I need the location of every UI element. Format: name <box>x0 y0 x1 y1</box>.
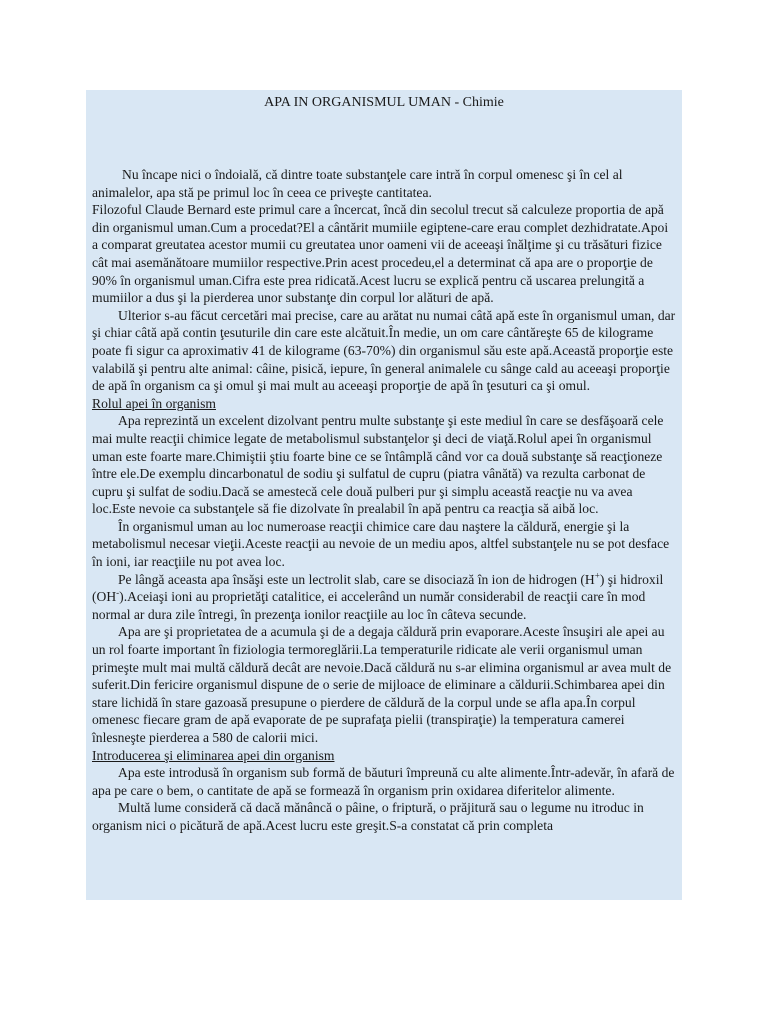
heat-paragraph: Apa are şi proprietatea de a acumula şi de a degaja căldură prin evaporare.Aceste însuşiri ale apei au un rol foarte important în fiziologia termoreglării.La temperaturile ridicate ale verii organismul uman primeşte mult mai multă căldură decât are nevoie.Dacă căldură nu s-ar elimina organismul ar avea mult de suferit.Din fericire organismul dispune de o serie de mijloace de eliminare a căldurii.Schimbarea apei din stare lichidă în stare gazoasă presupune o pierdere de căldură de la corpul unde se afla apa.În corpul omenesc fiecare gram de apă evaporate de pe suprafaţa pielii (transpiraţie) la temperatura camerei înlesneşte pierderea a 580 de calorii mici. <box>92 624 672 745</box>
ions-text-1: Pe lângă aceasta apa însăşi este un lectrolit slab, care se disociază în ion de hidrogen (H <box>118 571 595 587</box>
intro-paragraph-2: Filozoful Claude Bernard este primul care a încercat, încă din secolul trecut să calculeze proportia de apă din organismul uman.Cum a procedat?El a cântărit mumiile egiptene-care erau complet dezhidratate.Apoi a comparat greutatea acestor mumii cu greutatea unor oameni vii de aceeaşi înălţime şi cu trăsături fizice cât mai asemănătoare mumiilor respective.Prin acest procedeu,el a determinat că apa are o proporţie de 90% în organismul uman.Cifra este prea ridicată.Acest lucru se explică pentru că uscarea prelungită a mumiilor a dus şi la pierderea unor substanţe din corpul lor alături de apă. <box>92 202 669 306</box>
document-page <box>86 90 682 900</box>
hydroxyl-charge: - <box>116 587 120 598</box>
role-paragraph-2: În organismul uman au loc numeroase reacţii chimice care dau naştere la căldură, energie şi la metabolismul necesar vieţii.Aceste reacţii au nevoie de un mediu apos, altfel substanţele nu se pot desface în ioni, iar reacţiile nu pot avea loc. <box>92 518 670 570</box>
role-paragraph-1: Apa reprezintă un excelent dizolvant pentru multe substanţe şi este mediul în care se desfăşoară cele mai multe reacţii chimice legate de metabolismul substanţelor şi deci de viaţă.Rolul apei în organismul uman este foarte mare.Chimiştii ştiu foarte bine ce se întâmplă când vor ca două substanţe să reacţioneze între ele.De exemplu dincarbonatul de sodiu şi sulfatul de cupru (piatra vânătă) va rezulta carbonat de cupru şi sulfat de sodiu.Dacă se amestecă cele două pulberi pur şi simplu această reacţie nu va avea loc.Este nevoie ca substanţele să fie dizolvate în prealabil în apă pentru ca reacţia să aibă loc. <box>92 413 664 517</box>
section-heading-role: Rolul apei în organism <box>92 395 216 411</box>
intro-paragraph-3: Ulterior s-au făcut cercetări mai precise, care au arătat nu numai câtă apă este în organismul uman, dar şi chiar câtă apă contin ţesuturile din care este alcătuit.În medie, un om care cântăreşte 65 de kilograme poate fi sigur ca aproximativ 41 de kilograme (63-70%) din organismul său este apă.Această proporţie este valabilă şi pentru alte animal: câine, pisică, iepure, în general animalele cu sânge cald au aceeaşi proporţie de apă în organism ca şi omul şi mai mult au aceeaşi proporţie de apă în ţesuturi ca şi omul. <box>92 307 676 394</box>
hydrogen-charge: + <box>594 570 600 581</box>
intro-paragraph-1: Nu încape nici o îndoială, că dintre toate substanţele care intră în corpul omenesc şi în cel al animalelor, apa stă pe primul loc în ceea ce priveşte cantitatea. <box>92 167 623 200</box>
intake-paragraph-1: Apa este introdusă în organism sub formă de băuturi împreună cu alte alimente.Într-adevăr, în afară de apa pe care o bem, o cantitate de apă se formează în organism prin oxidarea diferitelor alimente. <box>92 765 675 798</box>
ions-text-2: ) şi hidroxil (OH <box>92 571 664 605</box>
page-title: APA IN ORGANISMUL UMAN - Chimie <box>264 95 504 110</box>
section-heading-intake: Introducerea şi eliminarea apei din organism <box>92 747 335 763</box>
intake-paragraph-2: Multă lume consideră că dacă mănâncă o pâine, o friptură, o prăjitură sau o legume nu itroduc in organism nici o picătură de apă.Acest lucru este greşit.S-a constatat că prin completa <box>92 800 644 833</box>
ions-text-3: ).Aceiaşi ioni au proprietăţi catalitice, ei accelerând un număr considerabil de reacţii care în mod normal ar dura zile întregi, în prezenţa ionilor reacţiile au loc în câteva secunde. <box>92 589 646 622</box>
ions-paragraph <box>92 571 676 624</box>
